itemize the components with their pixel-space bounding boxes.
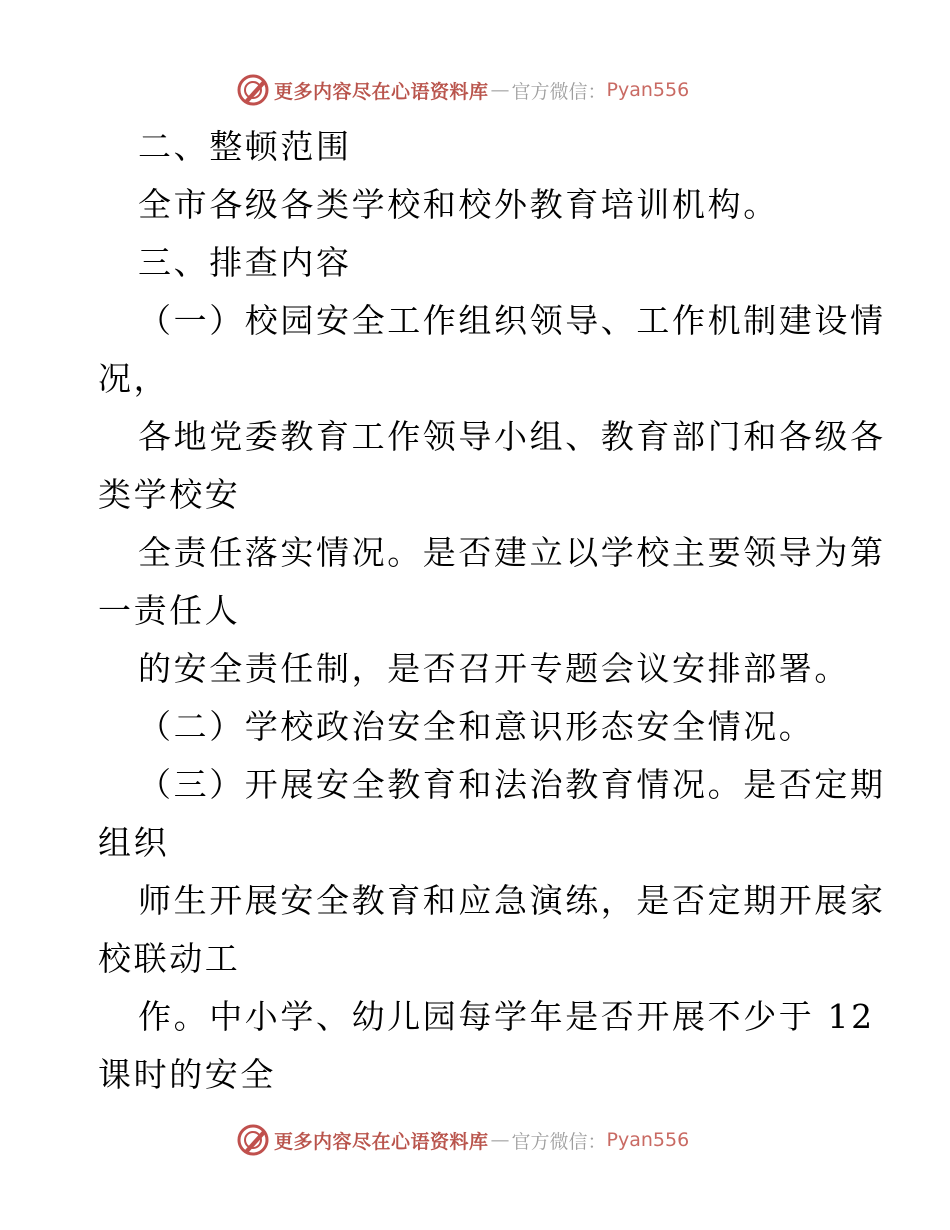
text-line: 况， — [98, 359, 170, 398]
watermark-wechat-id: Pyan556 — [606, 1129, 690, 1151]
text-line: 类学校安 — [98, 475, 241, 514]
text-line: （二）学校政治安全和意识形态安全情况。 — [138, 707, 815, 746]
text-line: 二、整顿范围 — [138, 127, 352, 166]
text-line: 组织 — [98, 823, 170, 862]
pen-logo-icon — [236, 1123, 270, 1157]
text-line: 作。中小学、幼儿园每学年是否开展不少于 12 — [138, 997, 875, 1036]
text-line: 的安全责任制，是否召开专题会议安排部署。 — [138, 649, 850, 688]
text-line: 师生开展安全教育和应急演练，是否定期开展家 — [138, 881, 886, 920]
text-line: 各地党委教育工作领导小组、教育部门和各级各 — [138, 417, 886, 456]
watermark-side-text: 官方微信： — [511, 1130, 607, 1153]
text-line: （三）开展安全教育和法治教育情况。是否定期 — [138, 765, 886, 804]
text-line: 课时的安全 — [98, 1055, 276, 1094]
text-line: （一）校园安全工作组织领导、工作机制建设情 — [138, 301, 886, 340]
watermark-side-text: 官方微信： — [511, 80, 607, 103]
text-line: 一责任人 — [98, 591, 241, 630]
document-body — [98, 118, 886, 1104]
watermark-wechat-id: Pyan556 — [606, 79, 690, 101]
watermark-main-text: 更多内容尽在心语资料库 — [274, 80, 489, 103]
watermark-main-text: 更多内容尽在心语资料库 — [274, 1130, 489, 1153]
watermark-separator: — — [490, 1129, 510, 1151]
header-watermark — [236, 72, 689, 108]
footer-watermark — [236, 1122, 689, 1158]
text-line: 三、排查内容 — [138, 243, 352, 282]
pen-logo-icon — [236, 73, 270, 107]
text-line: 全责任落实情况。是否建立以学校主要领导为第 — [138, 533, 886, 572]
text-line: 全市各级各类学校和校外教育培训机构。 — [138, 185, 779, 224]
watermark-separator: — — [490, 79, 510, 101]
text-line: 校联动工 — [98, 939, 241, 978]
